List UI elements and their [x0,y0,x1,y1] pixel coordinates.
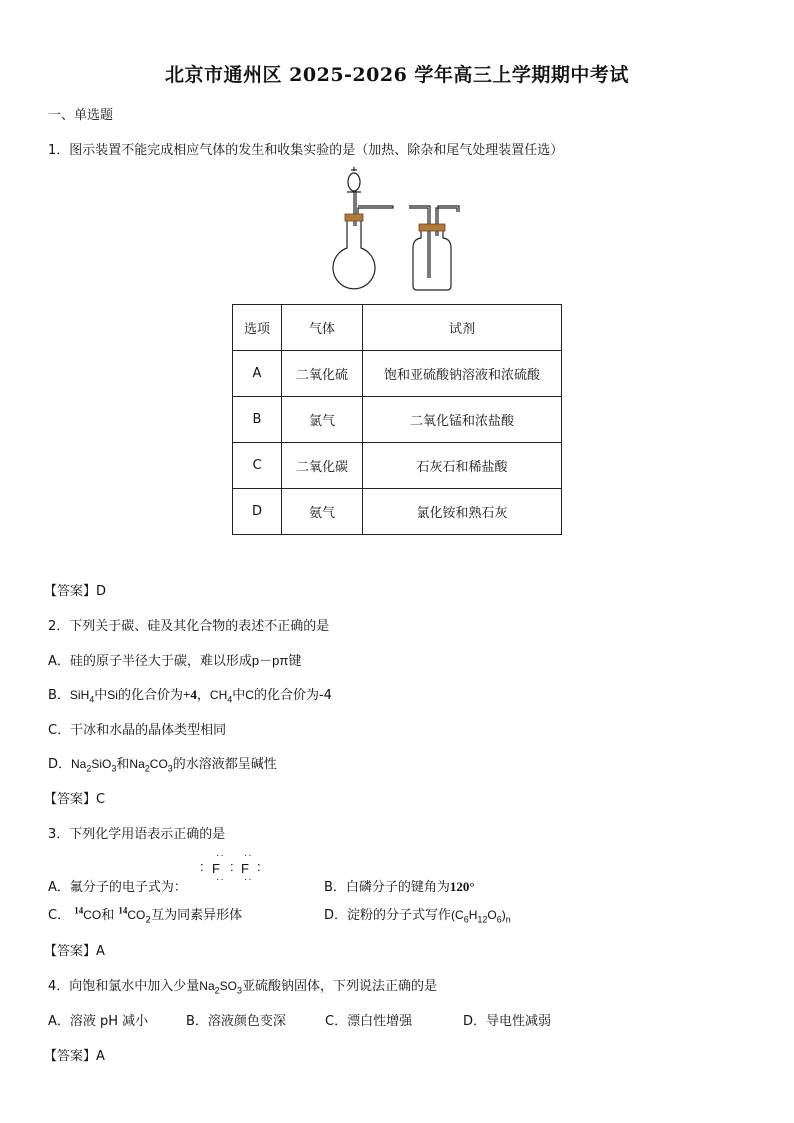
lone-pair-dots: ·· [216,850,225,861]
question-1-stem: 1．图示装置不能完成相应气体的发生和收集实验的是（加热、除杂和尾气处理装置任选） [48,143,564,158]
page-title: 北京市通州区 2025-2026 学年高三上学期期中考试 [165,64,629,86]
table-header-cell: 试剂 [363,305,562,351]
question-2-option-b [48,684,332,704]
element-symbol: Si [107,688,118,702]
mass-number: 14 [74,905,84,916]
formula-subscript: 4 [227,694,233,705]
formula-subscript: 6 [496,914,502,925]
formula: CO [127,908,146,922]
formula: CH [209,688,228,702]
question-3-stem: 3．下列化学用语表示正确的是 [48,827,226,842]
formula: CO [149,757,168,771]
formula: CO [83,908,102,922]
mass-number: 14 [118,905,128,916]
table-cell: 氨气 [282,489,363,535]
table-row [233,397,562,443]
table-header-row [233,305,562,351]
formula: SiH [69,688,90,702]
option-text: 互为同素异形体 [151,908,243,923]
formula-subscript: 3 [167,763,173,774]
formula: H [468,908,478,922]
formula-subscript: n [505,914,511,925]
section-heading: 一、单选题 [48,108,114,123]
question-2-option-a [48,650,301,669]
option-label: D． [48,757,72,772]
apparatus-diagram [325,166,470,298]
option-text: 和 [116,757,130,772]
option-text: 的化合价为-4 [253,688,332,703]
table-cell: 二氧化锰和浓盐酸 [363,397,562,443]
question-4-option-b: B．溶液颜色变深 [186,1014,286,1029]
formula-subscript: 3 [236,985,242,996]
formula-subscript: 4 [89,694,95,705]
table-row [233,443,562,489]
option-text: A．硅的原子半径大于碳，难以形成 [48,654,252,669]
table-cell: B [233,397,282,443]
answer-2: 【答案】C [44,792,106,807]
fluorine-atom: F [241,861,249,876]
formula-subscript: 6 [463,914,469,925]
lone-pair-dots: : [200,859,204,874]
option-text: B．白磷分子的键角为 [324,880,450,895]
options-table [232,304,562,535]
formula: SiO [91,757,112,771]
question-3-option-a: A．氟分子的电子式为： [48,880,187,895]
table-row [233,351,562,397]
formula-subscript: 2 [86,763,92,774]
table-cell: 二氧化碳 [282,443,363,489]
question-text: 4．向饱和氯水中加入少量 [48,979,200,994]
question-3-option-c [48,904,242,926]
table-cell: 石灰石和稀盐酸 [363,443,562,489]
question-4-option-d: D．导电性减弱 [463,1014,552,1029]
answer-1: 【答案】D [44,584,107,599]
question-2-option-c: C．干冰和水晶的晶体类型相同 [48,723,227,738]
table-cell: D [233,489,282,535]
lone-pair-dots: : [257,859,261,874]
option-text: 中 [232,688,246,703]
question-4-stem [48,975,437,995]
fluorine-lewis-structure [198,850,268,890]
option-text: ， [196,688,210,703]
bond-notation: p－pπ [251,653,289,668]
table-header-cell: 气体 [282,305,363,351]
lone-pair-dots: ·· [244,874,253,885]
answer-4: 【答案】A [44,1049,105,1064]
option-text: 的水溶液都呈碱性 [172,757,277,772]
question-4-option-c: C．漂白性增强 [325,1014,413,1029]
formula-subscript: 2 [144,763,150,774]
formula: SO [219,979,237,993]
option-text: 的化合价为 [117,688,183,703]
formula: Na [129,757,145,771]
formula: Na [199,979,215,993]
option-label: B． [48,688,70,703]
formula: Na [71,757,87,771]
table-cell: 氯化铵和熟石灰 [363,489,562,535]
table-cell: 饱和亚硫酸钠溶液和浓硫酸 [363,351,562,397]
question-4-option-a: A．溶液 pH 减小 [48,1014,149,1029]
formula-subscript: 3 [111,763,117,774]
table-header-cell: 选项 [233,305,282,351]
formula-subscript: 2 [145,915,152,926]
table-row [233,489,562,535]
question-2-stem: 2．下列关于碳、硅及其化合物的表述不正确的是 [48,619,330,634]
option-text: 中 [94,688,108,703]
table-cell: A [233,351,282,397]
table-cell: C [233,443,282,489]
option-text: 键 [288,654,302,669]
formula: O [487,908,497,922]
answer-3: 【答案】A [44,944,105,959]
fluorine-atom: F [212,861,220,876]
option-text: 和 [101,908,115,923]
valence-value: +4 [182,687,197,702]
table-cell: 二氧化硫 [282,351,363,397]
option-text: D．淀粉的分子式写作 [324,908,452,923]
table-cell: 氯气 [282,397,363,443]
formula: ) [501,908,506,922]
lone-pair-dots: ·· [244,850,253,861]
question-3-option-b [324,876,475,895]
formula-subscript: 2 [214,985,220,996]
formula-subscript: 12 [477,914,488,925]
lone-pair-dots: ·· [216,874,225,885]
question-text: 亚硫酸钠固体，下列说法正确的是 [242,979,438,994]
bonding-pair-dots: : [230,859,234,874]
formula: (C [451,908,464,922]
question-2-option-d [48,753,277,773]
option-label: C． [48,908,71,923]
element-symbol: C [245,688,254,702]
bond-angle-value: 120° [449,879,475,894]
question-3-option-d [324,904,511,924]
